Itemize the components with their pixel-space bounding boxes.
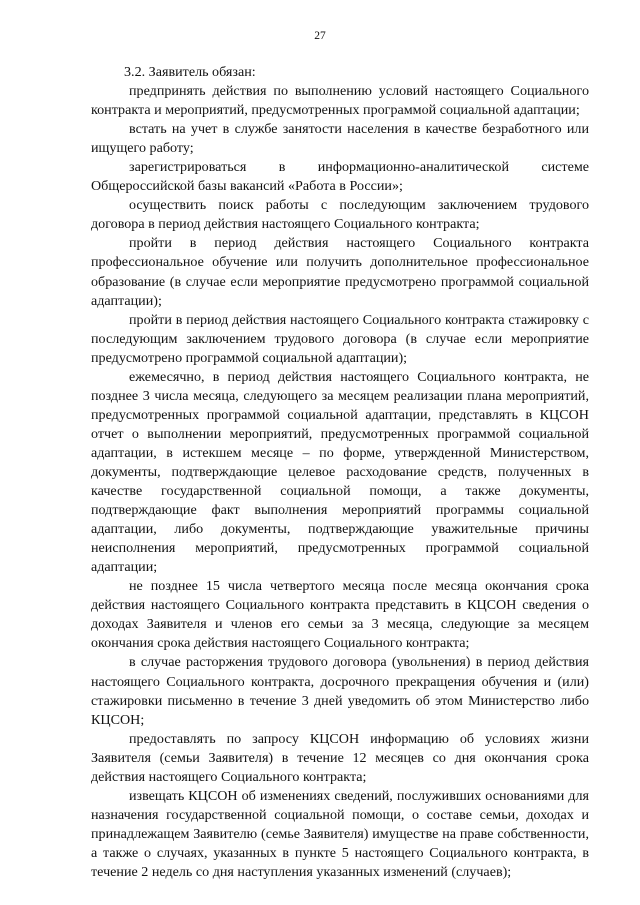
section-3-2 (91, 63, 589, 882)
obligation-paragraph: пройти в период действия настоящего Социального контракта стажировку с последующим заключением трудового договора (в случае если мероприятие предусмотрено программой социальной адаптации); (91, 311, 589, 366)
obligation-paragraph: осуществить поиск работы с последующим заключением трудового договора в период действия настоящего Социального контракта; (91, 197, 589, 233)
obligation-paragraph: извещать КЦСОН об изменениях сведений, послуживших основаниями для назначения государственной социальной помощи, о составе семьи, доходах и принадлежащем Заявителю (семье Заявителя) имуществе на праве собственности, а также о случаях, указанных в пункте 5 настоящего Социального контракта, в течение 2 недель со дня наступления указанных изменений (случаев); (91, 787, 589, 880)
section-heading: 3.2. Заявитель обязан: (124, 64, 256, 80)
obligation-paragraph: ежемесячно, в период действия настоящего Социального контракта, не позднее 3 числа месяца, следующего за месяцем реализации плана мероприятий, предусмотренных программой социальной адаптации, представлять в КЦСОН отчет о выполнении мероприятий, предусмотренных программой социальной адаптации, в истекшем месяце – по форме, утвержденной Министерством, документы, подтверждающие целевое расходование средств, полученных в качестве государственной социальной помощи, а также документы, подтверждающие факт выполнения мероприятий программы социальной адаптации, либо документы, подтверждающие уважительные причины неисполнения мероприятий, предусмотренных программой социальной адаптации; (91, 368, 589, 576)
obligation-paragraph: не позднее 15 числа четвертого месяца после месяца окончания срока действия настоящего Социального контракта представить в КЦСОН сведения о доходах Заявителя и членов его семьи за 3 месяца, следующие за месяцем окончания срока действия настоящего Социального контракта; (91, 578, 589, 652)
obligation-paragraph: предоставлять по запросу КЦСОН информацию об условиях жизни Заявителя (семьи Заявителя) в течение 12 месяцев со дня окончания срока действия настоящего Социального контракта; (91, 730, 589, 785)
obligation-paragraph: зарегистрироваться в информационно-аналитической системе Общероссийской базы вакансий «Работа в России»; (91, 159, 589, 195)
obligation-paragraph: встать на учет в службе занятости населения в качестве безработного или ищущего работу; (91, 121, 589, 157)
page-number: 27 (314, 30, 326, 42)
obligation-paragraph: пройти в период действия настоящего Социального контракта профессиональное обучение или получить дополнительное профессиональное образование (в случае если мероприятие предусмотрено программой социальной адаптации); (91, 235, 589, 309)
obligation-paragraph: в случае расторжения трудового договора (увольнения) в период действия настоящего Социального контракта, досрочного прекращения обучения и (или) стажировки письменно в течение 3 дней уведомить об этом Министерство либо КЦСОН; (91, 654, 589, 728)
obligation-paragraph: предпринять действия по выполнению условий настоящего Социального контракта и мероприятий, предусмотренных программой социальной адаптации; (91, 83, 589, 119)
